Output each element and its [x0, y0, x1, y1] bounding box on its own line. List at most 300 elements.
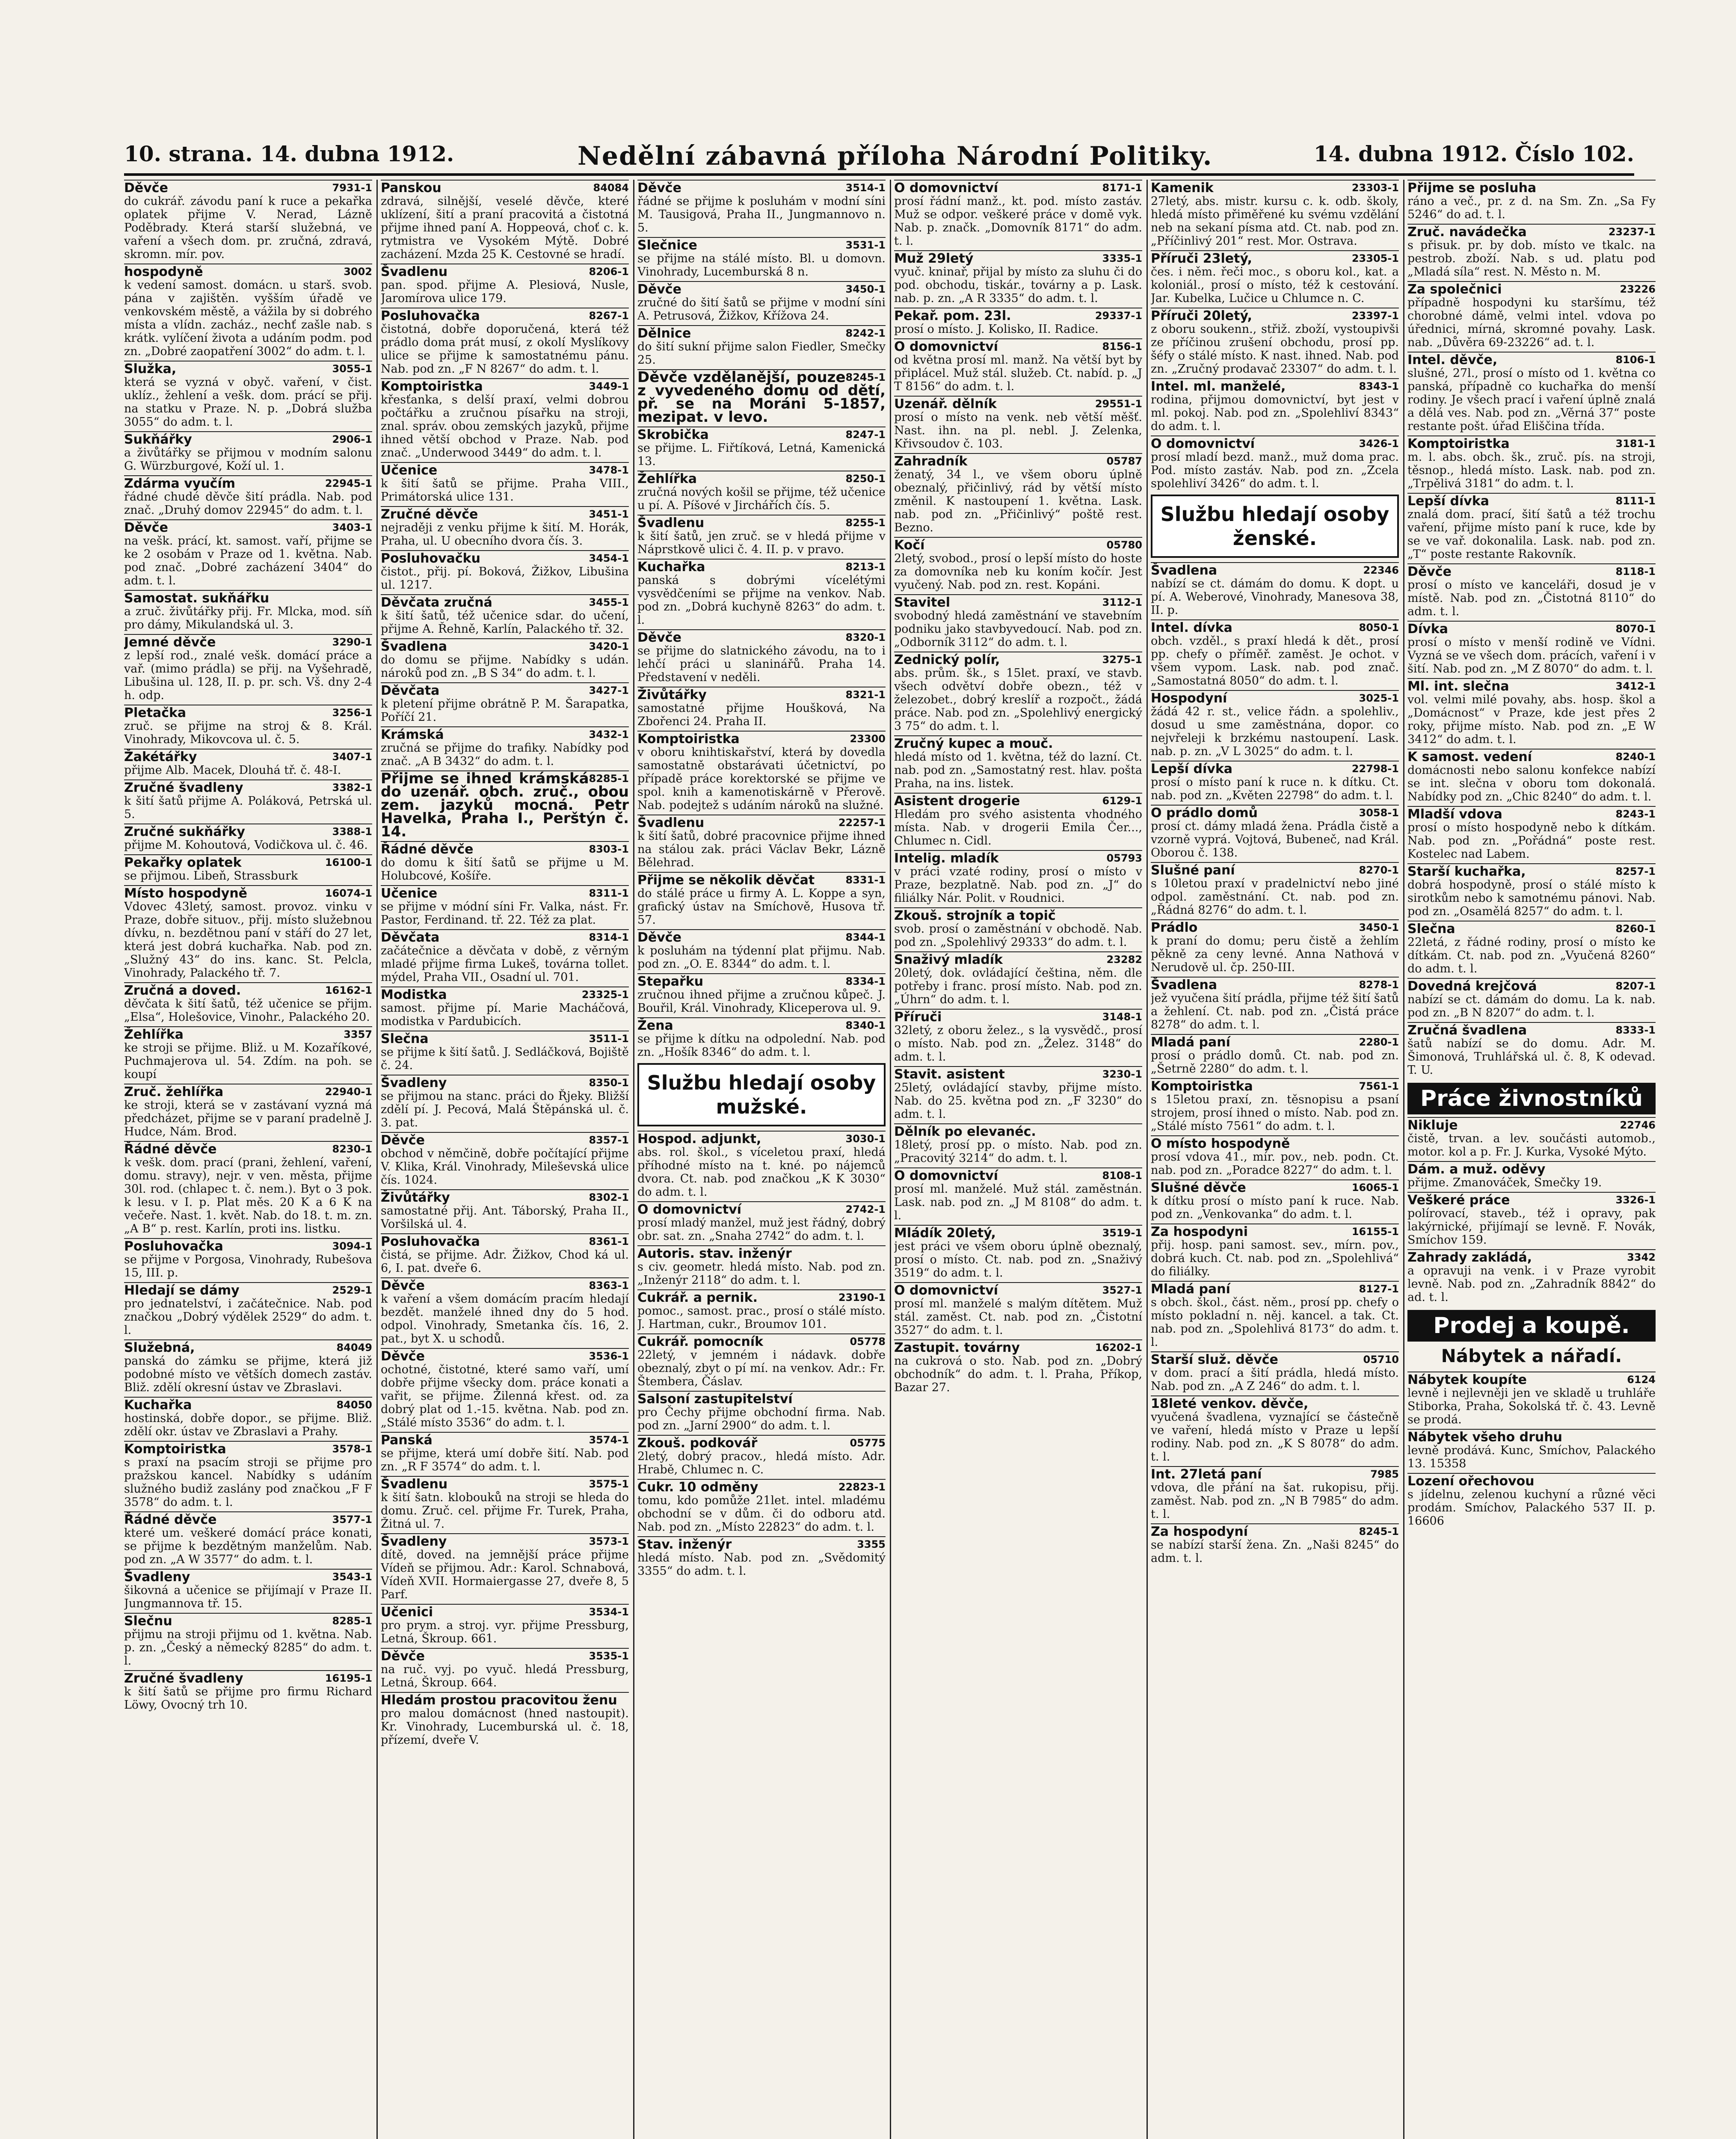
ad-title [1151, 1135, 1399, 1150]
ad-title-text: Zkouš. strojník a topič [894, 908, 1056, 923]
ad-title-text: Děvče [637, 630, 681, 645]
ad-body: prosí o místo ve kanceláři, dosud je v místě. Nab. pod zn. „Čistotná 8110“ do adm. t. l. [1407, 578, 1656, 618]
classified-ad [637, 1017, 886, 1059]
ad-title-text: Salsoní zastupitelství [637, 1392, 793, 1407]
classified-ad [1151, 1078, 1399, 1133]
ad-title [1151, 862, 1399, 877]
classified-ad [637, 515, 886, 556]
ad-number: 8255-1 [845, 517, 886, 529]
category-banner: Práce živnostníků [1407, 1083, 1656, 1114]
ad-title [381, 1277, 629, 1292]
ad-title-text: Cukr. 10 odměny [637, 1480, 758, 1495]
ad-title [894, 396, 1142, 411]
ad-body: které um. veškeré domácí práce konati, se přijme k bezdětným manželům. Nab. pod zn. „A W 3577“ do adm. t. l. [124, 1526, 372, 1566]
ad-number: 3427-1 [589, 684, 629, 696]
ad-number: 8118-1 [1615, 566, 1656, 578]
classified-ad [637, 1289, 886, 1331]
ad-title-text: O domovnictví [894, 181, 998, 196]
ad-title-text: Nikluje [1407, 1118, 1458, 1133]
ad-title [637, 559, 886, 574]
ad-number: 29337-1 [1095, 310, 1142, 322]
ad-body: pro Čechy přijme obchodní firma. Nab. pod zn. „Jarní 2900“ do adm. t. l. [637, 1406, 886, 1432]
ad-title-text: Panská [381, 1433, 433, 1448]
ad-body: do cukrář. závodu paní k ruce a pekařka oplatek přijme V. Nerad, Lázně Poděbrady. Která starší služebná, ve vaření a všech dom. pr. zručná, zdravá, skromn. mír. pov. [124, 195, 372, 261]
ad-title [124, 180, 372, 195]
ad-body: čes. i něm. řeči moc., s oboru kol., kat. a koloniál., prosí o místo, též k cestování. Jar. Kubelka, Lučice u Chlumce n. C. [1151, 265, 1399, 305]
ad-body: zručná se přijme do trafiky. Nabídky pod znač. „A B 3432“ do adm. t. l. [381, 741, 629, 768]
ad-title-text: Autoris. stav. inženýr [637, 1246, 792, 1261]
ad-number: 3451-1 [589, 508, 629, 520]
classified-ad [1407, 1473, 1656, 1528]
ad-number: 3478-1 [589, 464, 629, 476]
ad-title-text: 18leté venkov. děvče, [1151, 1396, 1309, 1411]
ad-number: 8311-1 [589, 887, 629, 899]
ad-body: dítě, doved. na jemnější práce přijme Vídeň se přijmou. Adr.: Karol. Schnabová, Vídeň XVII. Hormaiergasse 27, dveře 8, 5 Parf. [381, 1548, 629, 1601]
ad-number: 22945-1 [325, 477, 372, 489]
ad-number: 23226 [1620, 283, 1656, 295]
classified-ad [637, 973, 886, 1015]
ad-title [124, 1511, 372, 1526]
ad-body: nabízí se ct. dámám do domu. K dopt. u pí. A. Weberové, Vinohrady, Manesova 38, II. p. [1151, 577, 1399, 617]
classified-ad [637, 1333, 886, 1388]
ad-title [381, 506, 629, 521]
classified-ad [1151, 1351, 1399, 1393]
ad-title-text: Int. 27letá paní [1151, 1467, 1262, 1482]
ad-title-text: Kuchařka [637, 560, 705, 575]
ad-title [637, 1201, 886, 1216]
ad-title [1407, 493, 1656, 508]
classified-ad [1151, 1395, 1399, 1464]
ad-body: pomoc., samost. prac., prosí o stálé místo. J. Hartman, cukr., Broumov 101. [637, 1304, 886, 1331]
classified-ad [124, 705, 372, 746]
column-6 [1407, 180, 1656, 2139]
ad-number: 3432-1 [589, 729, 629, 741]
ad-title [894, 1066, 1142, 1081]
ad-title [381, 1432, 629, 1447]
ad-number: 3455-1 [589, 596, 629, 608]
ad-body: hledá místo od 1. května, též do lazní. Ct. nab. pod zn. „Samostatný rest. hlav. pošta Praha, na ins. listek. [894, 750, 1142, 790]
ad-title [1407, 563, 1656, 578]
ad-title-text: Cukrář. pomocník [637, 1334, 764, 1349]
ad-title-text: Děvče [381, 1133, 425, 1148]
ad-body: a opravuji na venk. i v Praze vyrobit levně. Nab. pod zn. „Zahradník 8842“ do ad. t. l. [1407, 1264, 1656, 1304]
header-date-left: 10. strana. 14. dubna 1912. [124, 141, 454, 166]
ad-body: prosí o místo na venk. neb větší měšť. Nast. ihn. na pl. nebl. J. Zelenka, Křivsoudov č. 103. [894, 411, 1142, 450]
ad-title [1407, 863, 1656, 878]
ad-body: s obch. škol., část. něm., prosí pp. chefy o místo pokladní n. něj. kancel. a tak. Ct. nab. pod zn. „Spolehlivá 8173“ do adm. t. l. [1151, 1296, 1399, 1349]
ad-body: slušné, 27l., prosí o místo od 1. května co panská, případně co kuchařka do menší rodiny. Je všech prací i vaření úplně znalá a dělá ves. Nab. pod zn. „Věrná 37“ poste restante pošt. úřad Eliščina třída. [1407, 367, 1656, 433]
ad-body: se přijmou na stanc. práci do Řjeky. Bližší zdělí pí. J. Pecová, Malá Štěpánská ul. č. 3. pat. [381, 1090, 629, 1129]
classified-ad [637, 731, 886, 812]
ad-title [637, 973, 886, 988]
ad-body: nejraději z venku přijme k šití. M. Horák, Praha, ul. U obecního dvora čís. 3. [381, 521, 629, 548]
classified-ad [1151, 1224, 1399, 1278]
ad-title [1151, 1395, 1399, 1410]
classified-ad [637, 1536, 886, 1578]
ad-body: k šití šatů, dobré pracovnice přijme ihned na stálou zak. práci Václav Bekr, Lázně Bělehrad. [637, 830, 886, 869]
ad-title-text: Nábytek všeho druhu [1407, 1430, 1562, 1445]
ad-title-text: Starší kuchařka, [1407, 864, 1526, 879]
ad-number: 7561-1 [1359, 1080, 1399, 1092]
ad-number: 3574-1 [589, 1434, 629, 1446]
ad-title [381, 682, 629, 697]
classified-ad [894, 250, 1142, 305]
ad-title-text: O místo hospodyně [1151, 1136, 1290, 1151]
ad-title-text: Žakétářky [124, 750, 197, 764]
ad-number: 8340-1 [845, 1019, 886, 1031]
ad-title [894, 308, 1142, 323]
classified-ad [1407, 806, 1656, 861]
ad-number: 29551-1 [1095, 398, 1142, 410]
category-banner: Prodej a koupě. [1407, 1310, 1656, 1342]
ad-body: ženatý, 34 l., ve všem oboru úplně obeznalý, přičinlivý, rád by větší místo změnil. K nastoupení 1. května. Lask. nab. pod zn. „Přičinlivý“ poště rest. Bezno. [894, 468, 1142, 534]
ad-title-text: Lození ořechovou [1407, 1474, 1535, 1489]
ad-number: 16162-1 [325, 984, 372, 996]
classified-ad [1407, 1117, 1656, 1158]
classified-ad [1407, 863, 1656, 918]
ad-number: 3531-1 [845, 239, 886, 251]
classified-ad [381, 264, 629, 305]
ad-body: hostinská, dobře dopor., se přijme. Bliž. zdělí okr. ústav ve Zbraslavi a Prahy. [124, 1412, 372, 1438]
ad-body: 2letý, svobod., prosí o lepší místo do hoste za domovníka neb ku koním kočír. Jest vyučený. Nab. pod zn. rest. Kopáni. [894, 552, 1142, 592]
ad-title [637, 1131, 886, 1146]
ad-number: 8320-1 [845, 631, 886, 643]
classified-ad [381, 378, 629, 459]
ad-body: 18letý, prosí pp. o místo. Nab. pod zn. „Pracovitý 3214“ do adm. t. l. [894, 1138, 1142, 1165]
ad-title [637, 1435, 886, 1450]
ad-title-text: Intel. děvče, [1407, 353, 1498, 367]
section-heading: Službu hledají osoby mužské. [637, 1063, 886, 1126]
ad-body: dobrá hospodyně, prosí o stálé místo k sirotkům nebo k samotnému pánovi. Nab. pod zn. „Osamělá 8257“ do adm. t. l. [1407, 878, 1656, 918]
ad-body: a zruč. živůtářky přij. Fr. Mlcka, mod. síň pro dámy, Mikulandská ul. 3. [124, 605, 372, 631]
ad-number: 8343-1 [1359, 380, 1399, 392]
ad-number: 8206-1 [589, 266, 629, 278]
column-4 [894, 180, 1142, 2139]
classified-ad [124, 1511, 372, 1566]
classified-ad [381, 1132, 629, 1187]
ad-title [637, 369, 886, 424]
ad-title [1407, 621, 1656, 636]
ad-body: do domu k šití šatů se přijme u M. Holubcové, Košíře. [381, 856, 629, 883]
ad-number: 6129-1 [1102, 795, 1142, 807]
ad-title [381, 1031, 629, 1046]
ad-title [1151, 690, 1399, 705]
ad-body: křesťanka, s delší praxí, velmi dobrou počtářku a zručnou písařku na stroji, znal. správ. obou zemských jazyků, přijme ihned větší obchod v Praze. Nab. pod znač. „Underwood 3449“ do adm. t. l. [381, 393, 629, 459]
classified-ad [381, 770, 629, 838]
classified-ad [894, 537, 1142, 592]
classified-ad [124, 431, 372, 473]
ad-title [381, 180, 629, 195]
ad-number: 3290-1 [332, 636, 372, 648]
ad-title [124, 1569, 372, 1584]
ad-title [381, 594, 629, 609]
ad-title [381, 1233, 629, 1248]
ad-title [124, 705, 372, 720]
ad-title-text: Místo hospodyně [124, 886, 248, 901]
ad-title [1151, 805, 1399, 820]
ad-number: 23282 [1106, 954, 1142, 966]
ad-body: obchod v němčině, dobře počítající přijme V. Klika, Král. Vinohrady, Mileševská ulice čís. 1024. [381, 1147, 629, 1187]
ad-body: prosí řádní manž., kt. pod. místo zastáv. Muž se odpor. veškeré práce v domě vyk. Nab. p. značk. „Domovník 8171“ do adm. t. l. [894, 195, 1142, 248]
ad-number: 16202-1 [1095, 1342, 1142, 1354]
ad-title-text: Veškeré práce [1407, 1193, 1510, 1208]
ad-body: čistotná, dobře doporučená, která též prádlo doma prát musí, z okolí Myslíkovy ulice se přijme k samostatnému pánu. Nab. pod zn. „F N 8267“ do adm. t. l. [381, 323, 629, 376]
classified-ad [637, 1435, 886, 1476]
ad-body: se nabízí starší žena. Zn. „Naši 8245“ do adm. t. l. [1151, 1538, 1399, 1565]
ad-title [381, 1348, 629, 1363]
ad-number: 8285-1 [589, 773, 629, 785]
ad-number: 16100-1 [325, 856, 372, 868]
ad-title [1407, 806, 1656, 821]
ad-number: 8321-1 [845, 689, 886, 701]
classified-ad [1151, 977, 1399, 1031]
ad-title [894, 1167, 1142, 1182]
ad-title [1151, 436, 1399, 450]
ad-title-text: Švadlenu [637, 815, 705, 830]
classified-ad [894, 594, 1142, 649]
ad-body: s 10letou praxí v pradelnictví nebo jiné odpol. zaměstnání. Ct. nab. pod zn. „Řádná 8276“ do adm. t. l. [1151, 877, 1399, 917]
ad-body: přijme Alb. Macek, Dlouhá tř. č. 48-I. [124, 764, 341, 777]
classified-ad [1151, 1179, 1399, 1221]
ad-title-text: Slušné paní [1151, 863, 1235, 878]
page-header [124, 141, 1634, 175]
ad-body: s 15letou praxí, zn. těsnopisu a psaní strojem, prosí ihned o místo. Nab. pod zn. „Stálé místo 7561“ do adm. t. l. [1151, 1093, 1399, 1133]
ad-title-text: Dělnice [637, 326, 691, 341]
ad-title [1151, 308, 1399, 323]
ad-title-text: Hospod. adjunkt, [637, 1132, 761, 1147]
ad-title-text: Děvčata zručná [381, 595, 492, 610]
ad-title [1407, 352, 1656, 367]
ad-body: prosí mladý manžel, muž jest řádný, dobrý obr. sat. zn. „Snaha 2742“ do adm. t. l. [637, 1216, 886, 1243]
ad-number: 2742-1 [845, 1203, 886, 1215]
ad-title [124, 1238, 372, 1253]
ad-title-text: Slečna [1407, 921, 1455, 936]
ad-title-text: Zručné švadleny [124, 780, 243, 795]
classified-ad [1407, 921, 1656, 975]
classified-ad [637, 369, 886, 424]
ad-title-text: Švadlenu [381, 264, 448, 279]
ad-title-text: Švadleny [381, 1075, 447, 1090]
ad-title-text: Děvče [637, 930, 681, 945]
ad-title-text: Zručné sukňářky [124, 824, 245, 839]
classified-ad [894, 1225, 1142, 1280]
ad-title [1407, 1022, 1656, 1037]
ad-title [1151, 250, 1399, 265]
ad-title [1407, 180, 1656, 195]
ad-number: 3543-1 [332, 1571, 372, 1583]
ad-body: šikovná a učenice se přijímají v Praze II. Jungmannova tř. 15. [124, 1584, 372, 1610]
ad-body: pro prym. a stroj. vyr. přijme Pressburg, Letná, Škroup. 661. [381, 1619, 629, 1645]
classified-ad [894, 1167, 1142, 1222]
ad-title [1407, 1249, 1656, 1264]
classified-ad [124, 824, 372, 852]
classified-ad [381, 726, 629, 768]
ad-body: přijmu na stroji přijmu od 1. května. Nab. p. zn. „Český a německý 8285“ do adm. t. l. [124, 1628, 372, 1668]
classified-ad [637, 471, 886, 512]
ad-number: 8247-1 [845, 429, 886, 441]
ad-title [1407, 281, 1656, 296]
ad-number: 3275-1 [1102, 654, 1142, 666]
ad-number: 3536-1 [589, 1350, 629, 1362]
ad-body: do stálé práce u firmy A. L. Koppe a syn, grafický ústav na Smíchově, Husova tř. 57. [637, 887, 886, 927]
ad-title [381, 1075, 629, 1090]
ad-title [637, 1333, 886, 1348]
ad-number: 3002 [344, 266, 372, 278]
ad-title [1407, 678, 1656, 693]
classified-ad [894, 1339, 1142, 1394]
ad-number: 3326-1 [1615, 1194, 1656, 1206]
classified-ad [637, 427, 886, 468]
ad-number: 8270-1 [1359, 864, 1399, 876]
ad-title [894, 951, 1142, 966]
classified-ad [637, 1245, 886, 1287]
classified-ad [1151, 805, 1399, 859]
ad-body: k pletení přijme obrátně P. M. Šarapatka, Poříčí 21. [381, 697, 629, 724]
ad-number: 3256-1 [332, 707, 372, 719]
ad-title-text: Dovedná krejčová [1407, 979, 1537, 994]
ad-body: levně prodává. Kunc, Smíchov, Palackého 13. 15358 [1407, 1444, 1656, 1470]
ad-title [124, 1613, 372, 1628]
classified-ad [381, 180, 629, 261]
ad-title-text: Zkouš. podkovář [637, 1436, 758, 1451]
ad-body: přijme. Zmanováček, Smečky 19. [1407, 1176, 1602, 1189]
classified-ad [381, 1604, 629, 1645]
classified-ad [1151, 919, 1399, 974]
ad-body: domácnosti nebo salonu konfekce nabízí se int. slečna v oboru tom dokonalá. Nabídky pod zn. „Chic 8240“ do adm. t. l. [1407, 764, 1656, 803]
ad-number: 16195-1 [325, 1672, 372, 1684]
ad-title-text: Živůtářky [637, 687, 707, 702]
ad-title [1151, 1466, 1399, 1481]
ad-number: 8108-1 [1102, 1170, 1142, 1182]
ad-title-text: Posluhovačka [381, 308, 480, 323]
ad-body: prosí mladí bezd. manž., muž doma prac. Pod. místo zastáv. Nab. pod zn. „Zcela spolehliví 3426“ do adm. t. l. [1151, 450, 1399, 490]
ad-title [1407, 1161, 1656, 1176]
classified-ad [124, 1441, 372, 1509]
classified-ad [894, 1282, 1142, 1337]
ad-title [1407, 1473, 1656, 1488]
ad-body: prosí o prádlo domů. Ct. nab. pod zn. „Šetrně 2280“ do adm. t. l. [1151, 1049, 1399, 1075]
classified-ad [894, 396, 1142, 450]
ad-title [124, 1141, 372, 1156]
classified-ad [381, 682, 629, 724]
ad-title-text: Zručný kupec a mouč. [894, 736, 1053, 751]
column-divider [1403, 180, 1404, 2139]
classified-ad [637, 815, 886, 869]
ad-title-text: Švadlenu [381, 1477, 448, 1492]
classified-ad [381, 550, 629, 592]
ad-body: se přijme v módní síni Fr. Valka, nást. Fr. Pastor, Ferdinand. tř. 22. Též za plat. [381, 900, 629, 927]
ad-title [124, 749, 372, 764]
classified-ad [124, 1282, 372, 1337]
ad-title-text: Mladá paní [1151, 1035, 1230, 1050]
ad-title-text: Švadlenu [637, 515, 705, 530]
ad-title-text: Komptoiristka [381, 379, 483, 394]
ad-number: 7985 [1370, 1468, 1399, 1480]
ad-title [637, 1536, 886, 1551]
ad-title [1151, 919, 1399, 934]
ad-body: ráno a več., pr. z d. na Sm. Zn. „Sa Fy 5246“ do ad. t. l. [1407, 195, 1656, 221]
classified-ad [124, 1613, 372, 1668]
ad-body: přij. hosp. pani samost. sev., mírn. pov., dobrá kuch. Ct. nab. pod zn. „Spolehlivá“ do filiálky. [1151, 1238, 1399, 1278]
ad-number: 8350-1 [589, 1077, 629, 1089]
ad-title-text: O domovnictví [894, 339, 998, 354]
classified-ad [381, 1233, 629, 1275]
ad-number: 8334-1 [845, 975, 886, 987]
ad-title [637, 687, 886, 702]
ad-number: 8285-1 [332, 1615, 372, 1627]
classified-ad [637, 281, 886, 323]
ad-title-text: Cukrář. a pernik. [637, 1290, 758, 1305]
ad-title-text: Dělník po elevanéc. [894, 1124, 1036, 1139]
ad-title-text: Stav. inženýr [637, 1537, 732, 1552]
ad-body: z lepší rod., znalé vešk. domácí práce a vař. (mimo prádla) se přij. na Vyšehradě, Libušina ul. 128, II. p. pr. sch. Vš. dny 2-4 h. odp. [124, 649, 372, 702]
ad-title [1407, 749, 1656, 764]
classified-ad [637, 237, 886, 278]
classified-ad [1407, 436, 1656, 490]
ad-title-text: Příruči [894, 1010, 942, 1025]
ad-title [1407, 1192, 1656, 1207]
ad-number: 23325-1 [581, 989, 629, 1001]
classified-ad [381, 1189, 629, 1231]
ad-title [381, 770, 629, 838]
ad-number: 3230-1 [1102, 1068, 1142, 1080]
ad-title [381, 1692, 629, 1707]
classified-ad [1407, 1249, 1656, 1304]
ad-title-text: Zahradník [894, 454, 968, 469]
ad-title-text: Děvče vzdělanější, pouze z vyvedeného domu od dětí, př. se na Moráni 5-1857, mezipat. v levo. [637, 369, 886, 426]
ad-title [894, 1339, 1142, 1354]
ad-body: prosí o místo hospodyně nebo k dítkám. Nab. pod zn. „Pořádná“ poste rest. Kostelec nad Labem. [1407, 821, 1656, 861]
ad-body: k šití šatů se přijme pro firmu Richard Löwy, Ovocný trh 10. [124, 1685, 372, 1712]
ad-title-text: Jemné děvče [124, 635, 216, 650]
ad-number: 16065-1 [1351, 1182, 1399, 1194]
classified-ad [124, 885, 372, 980]
ad-number: 84084 [593, 182, 629, 194]
ad-title-text: Samostat. sukňářku [124, 591, 270, 606]
classified-ad [1151, 761, 1399, 802]
ad-body: v dom. prací a šití prádla, hledá místo. Nab. pod zn. „A Z 246“ do adm. t. l. [1151, 1366, 1399, 1393]
ad-title-text: Zruč. žehlířka [124, 1084, 224, 1099]
ad-body: řádné chudé děvče šití prádla. Nab. pod znač. „Druhý domov 22945“ do adm. t. l. [124, 490, 372, 517]
ad-body: hledá místo. Nab. pod zn. „Svědomitý 3355“ do adm. t. l. [637, 1551, 886, 1578]
ad-number: 3573-1 [589, 1535, 629, 1547]
ad-title-text: Řádné děvče [381, 842, 474, 857]
ad-body: svobodný hledá zaměstnání ve stavebním podniku jako stavbyvedoucí. Nab. pod zn. „Odborník 3112“ do adm. t. l. [894, 609, 1142, 649]
ad-body: zručné do šití šatů se přijme v modní síni A. Petrusová, Žižkov, Křížova 24. [637, 296, 886, 323]
ad-body: zručnou ihned přijme a zručnou kůpeč. J. Bouřil, Král. Vinohrady, Kliceperova ul. 9. [637, 988, 886, 1015]
ad-title [1407, 436, 1656, 450]
ad-title [124, 1282, 372, 1297]
ad-body: 22letá, z řádné rodiny, prosí o místo ke dítkám. Ct. nab. pod zn. „Vyučená 8260“ do adm. t. l. [1407, 936, 1656, 975]
ad-body: panská s dobrými vícelétými vysvědčeními se přijme na venkov. Nab. pod zn. „Dobrá kuchyně 8263“ do adm. t. l. [637, 574, 886, 627]
ad-number: 8171-1 [1102, 182, 1142, 194]
ad-title-text: Kuchařka [124, 1398, 192, 1413]
ad-number: 8050-1 [1359, 622, 1399, 634]
ad-title-text: Intel. ml. manželé, [1151, 379, 1286, 394]
classified-ad [894, 1123, 1142, 1165]
ad-title-text: Přijme se ihned krámská do uzenář. obch. zruč., obou zem. jazyků mocná. Petr Havelka, Praha I., Perštýn č. 14. [381, 770, 629, 840]
ad-title-text: Komptoiristka [1151, 1079, 1253, 1094]
ad-title [124, 634, 372, 649]
ad-title [381, 550, 629, 565]
ad-title-text: Ml. int. slečna [1407, 679, 1509, 694]
ad-title [381, 638, 629, 653]
ad-body: která se vyzná v obyč. vaření, v čist. uklíz., žehlení a vešk. dom. prácí se přij. na statku v Praze. N. p. „Dobrá služba 3055“ do adm. t. l. [124, 376, 372, 429]
ad-title [381, 1189, 629, 1204]
ad-number: 3577-1 [332, 1514, 372, 1526]
ad-number: 8242-1 [845, 327, 886, 339]
ad-number: 7931-1 [332, 182, 372, 194]
